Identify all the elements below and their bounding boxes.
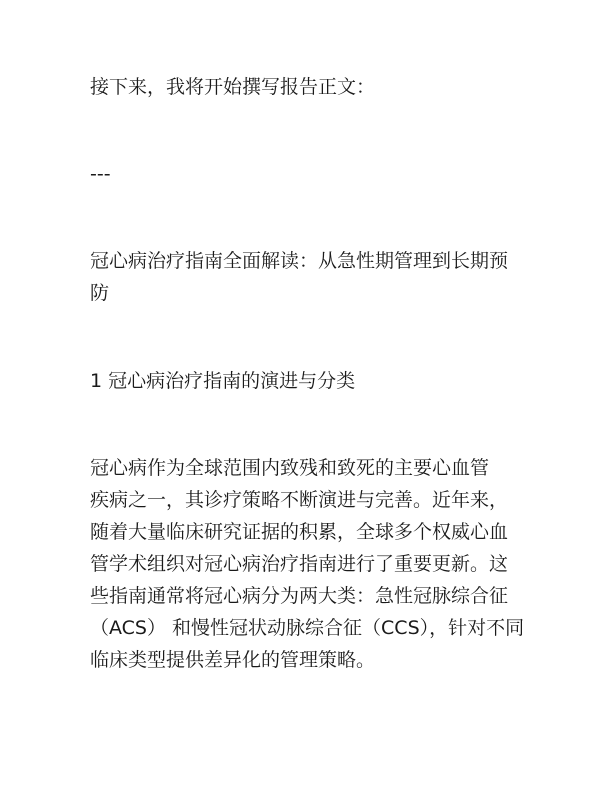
- intro-text: 接下来，我将开始撰写报告正文：: [90, 76, 376, 98]
- separator-text: ---: [90, 163, 111, 185]
- section-heading: 1 冠心病治疗指南的演进与分类: [90, 370, 356, 392]
- paragraph-line: 随着大量临床研究证据的积累，全球多个权威心血: [90, 521, 509, 543]
- paragraph-line: 管学术组织对冠心病治疗指南进行了重要更新。这: [90, 553, 509, 575]
- paragraph-line: 临床类型提供差异化的管理策略。: [90, 649, 376, 671]
- paragraph-line: （ACS） 和慢性冠状动脉综合征（CCS），针对不同: [90, 617, 525, 639]
- paragraph-line: 冠心病作为全球范围内致残和致死的主要心血管: [90, 457, 490, 479]
- document-title-line: 冠心病治疗指南全面解读：从急性期管理到长期预: [90, 250, 509, 272]
- paragraph-line: 疾病之一，其诊疗策略不断演进与完善。近年来，: [90, 489, 509, 511]
- paragraph-line: 些指南通常将冠心病分为两大类：急性冠脉综合征: [90, 585, 509, 607]
- document-title-line: 防: [90, 282, 110, 304]
- document-title: [90, 245, 530, 309]
- body-paragraph: [90, 452, 530, 676]
